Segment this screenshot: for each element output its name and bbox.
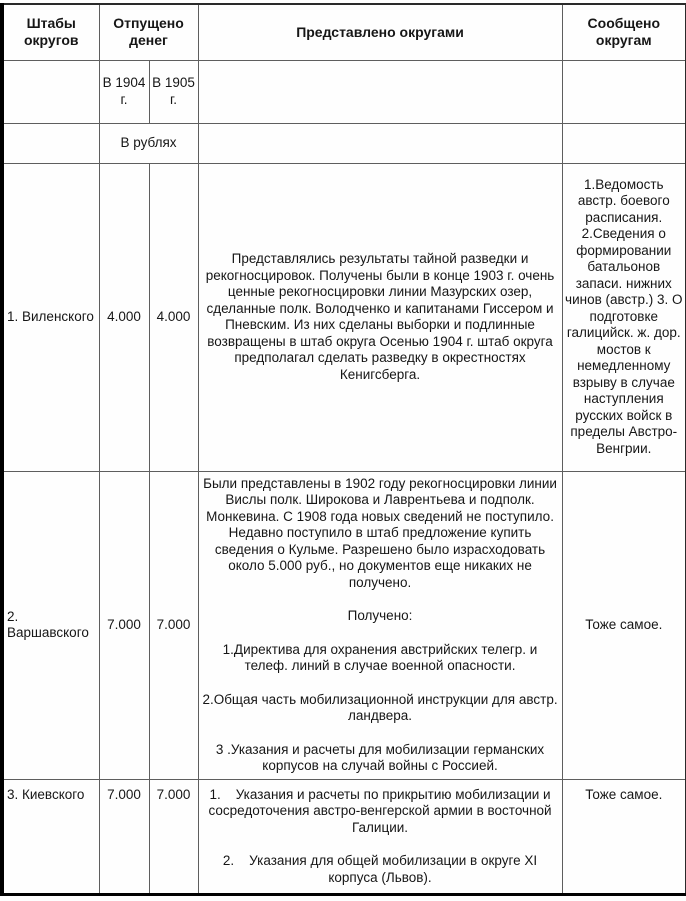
empty-cell (2, 60, 99, 123)
table-row-kievsky (2, 779, 686, 894)
reported-text (562, 779, 686, 894)
header-reported: Сообщено округам (562, 4, 686, 60)
scanned-document-page (0, 3, 686, 901)
empty-cell (198, 123, 562, 163)
subheader-rubles: В рублях (99, 123, 198, 163)
money-1904-value: 7.000 (99, 471, 149, 779)
paragraph: 1.Директива для охранения австрийских телегр. и телеф. линий в случае военной опасности. (222, 641, 538, 673)
header-row (2, 4, 686, 60)
paragraph: Получено: (347, 608, 413, 623)
reported-text (562, 163, 686, 471)
money-1905-value: 4.000 (149, 163, 198, 471)
presented-text (198, 471, 562, 779)
table-row-vilensky (2, 163, 686, 471)
subheader-rubles-row (2, 123, 686, 163)
empty-cell (562, 123, 686, 163)
presented-text (198, 779, 562, 894)
money-1905-value: 7.000 (149, 779, 198, 894)
paragraph: 2. Указания для общей мобилизации в округе XI корпуса (Львов). (222, 853, 538, 885)
money-1905-value: 7.000 (149, 471, 198, 779)
paragraph: 1. Указания и расчеты по прикрытию мобилизации и сосредоточения австро-венгерской армии в восточной Галиции. (208, 786, 552, 835)
presented-text (198, 163, 562, 471)
subheader-year-1905: В 1905 г. (149, 60, 198, 123)
reported-text (562, 471, 686, 779)
money-1904-value: 4.000 (99, 163, 149, 471)
paragraph: Были представлены в 1902 году рекогносцировки линии Вислы полк. Широкова и Лаврентьева и подполк. Монкевина. С 1908 года новых сведений не поступило. Недавно поступило в штаб предложение купить сведения о Кульме. Разрешено было израсходовать около 5.000 руб., но документов еще никаких не получено. (203, 475, 557, 590)
district-name: 1. Виленского (2, 163, 99, 471)
empty-cell (562, 60, 686, 123)
district-name: 3. Киевского (2, 779, 99, 894)
subheader-year-1904: В 1904 г. (99, 60, 149, 123)
table-row-varshavsky (2, 471, 686, 779)
empty-cell (2, 123, 99, 163)
money-1904-value: 7.000 (99, 779, 149, 894)
district-name: 2. Варшавского (2, 471, 99, 779)
paragraph: 3 .Указания и расчеты для мобилизации германских корпусов на случай войны с Россией. (215, 741, 545, 773)
subheader-years-row (2, 60, 686, 123)
paragraph: 2.Общая часть мобилизационной инструкции для австр. ландвера. (202, 691, 558, 723)
paragraph: Тоже самое. (585, 786, 663, 802)
empty-cell (198, 60, 562, 123)
header-money: Отпущено денег (99, 4, 198, 60)
header-staffs: Штабы округов (2, 4, 99, 60)
paragraph: 1.Ведомость австр. боевого расписания. 2.Сведения о формировании батальонов запаси. нижних чинов (австр.) 3. О подготовке галицийск. ж. дор. мостов к немедленному взрыву в случае наступления русских войск в пределы Австро-Венгрии. (565, 176, 683, 456)
header-presented: Представлено округами (198, 4, 562, 60)
intelligence-funding-table (0, 3, 686, 896)
paragraph: Представлялись результаты тайной разведки и рекогносцировок. Получены были в конце 1903 г. очень ценные рекогносцировки линии Мазурских озер, сделанные полк. Володченко и капитанами Гиссером и Пневским. Из них сделаны выборки и подлинные возвращены в штаб округа Осенью 1904 г. штаб округа предполагал сделать разведку в окрестностях Кенигсберга. (205, 251, 555, 382)
paragraph: Тоже самое. (585, 616, 663, 632)
